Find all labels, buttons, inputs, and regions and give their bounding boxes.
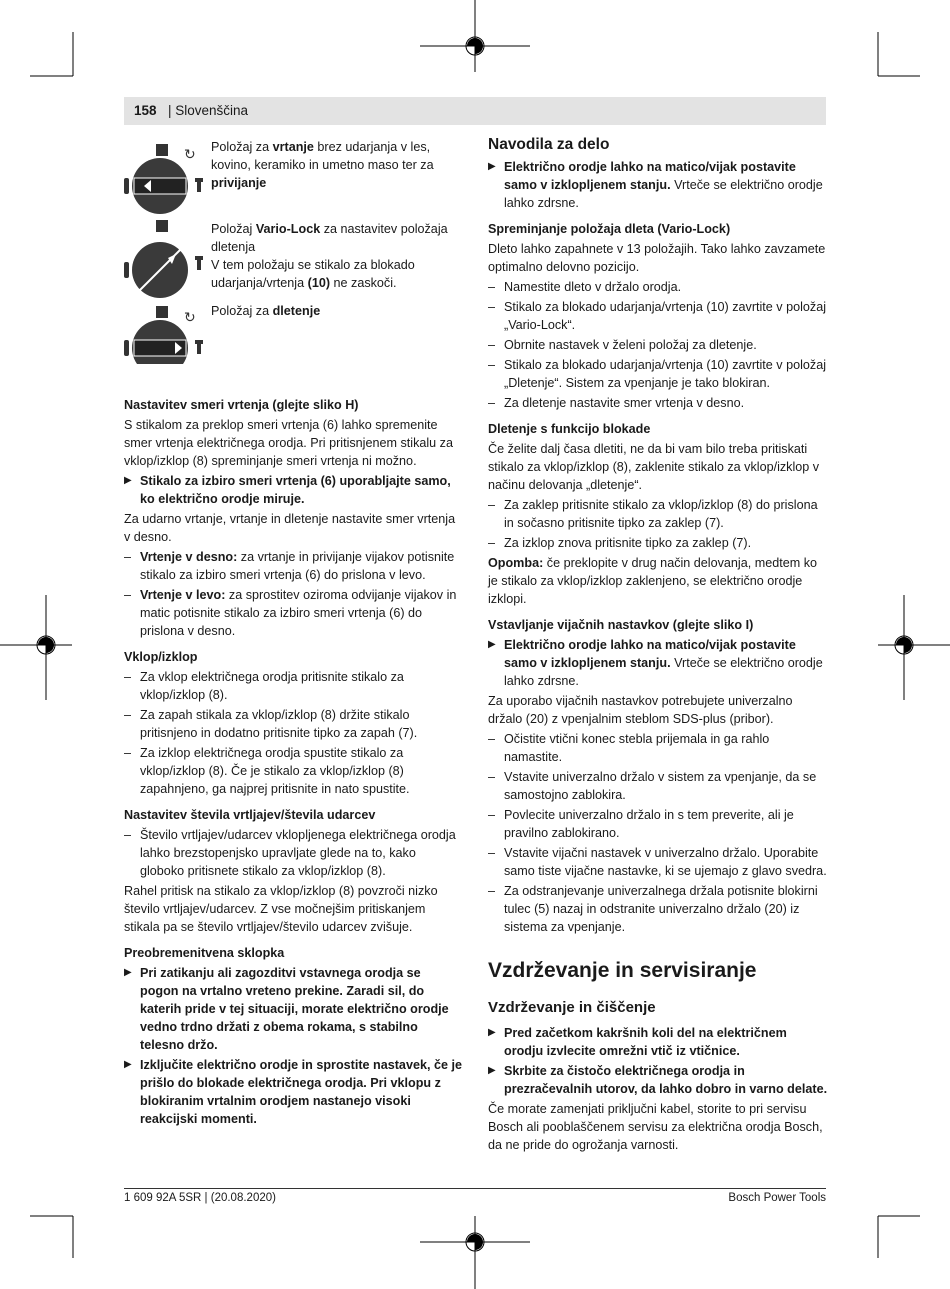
- list-item: – Za izklop znova pritisnite tipko za zaklep (7).: [488, 534, 828, 552]
- text-bold: Vrtenje v levo:: [140, 588, 226, 602]
- warning-item: ▶ Izključite električno orodje in sprostite nastavek, če je prišlo do blokade električnega orodja. Pri vklopu z blokiranim vrtalnim orodjem nastanejo visoki reakcijski momenti.: [124, 1056, 462, 1128]
- text-bold: Opomba:: [488, 556, 544, 570]
- list-item: – Stikalo za blokado udarjanja/vrtenja (10) zavrtite v položaj „Dletenje“. Sistem za vpenjanje je tako blokiran.: [488, 356, 828, 392]
- text: za nastavitev položaja dletenja: [211, 222, 448, 254]
- list-item: – Za zapah stikala za vklop/izklop (8) držite stikalo pritisnjeno in dodatno pritisnite tipko za zapah (7).: [124, 706, 462, 742]
- text: Položaj za: [211, 304, 273, 318]
- list-item: – Za odstranjevanje univerzalnega držala potisnite blokirni tulec (5) nazaj in odstranite univerzalno držalo (20) iz sistema za vpenjanje.: [488, 882, 828, 936]
- dial-drilling-icon: [124, 144, 203, 214]
- dial-chiseling-icon: [124, 306, 203, 364]
- text-bold: Vrtenje v desno:: [140, 550, 238, 564]
- section-title: Vzdrževanje in čiščenje: [488, 999, 656, 1016]
- section-heading: Spreminjanje položaja dleta (Vario-Lock): [488, 222, 731, 236]
- chapter-title: Vzdrževanje in servisiranje: [488, 959, 757, 982]
- text-bold: Električno orodje lahko na matico/vijak postavite samo v izklopljenem stanju.: [504, 638, 796, 670]
- list-item: – Za izklop električnega orodja spustite stikalo za vklop/izklop (8). Če je stikalo za vklop/izklop (8) zapahnjeno, ga najprej pritisnite in nato spustite.: [124, 744, 462, 798]
- list-item: – Povlecite univerzalno držalo in s tem preverite, ali je pravilno zablokirano.: [488, 806, 828, 842]
- text: brez udarjanja v les, kovino, keramiko in umetno maso ter za: [211, 140, 434, 172]
- paragraph: Rahel pritisk na stikalo za vklop/izklop (8) povzroči nizko število vrtljajev/udarcev. Z vse močnejšim pritiskanjem stikala pa se število vrtljajev/število udarcev zvišuje.: [124, 884, 438, 934]
- text-bold: dletenje: [272, 304, 321, 318]
- list-item: – Vstavite vijačni nastavek v univerzalno držalo. Uporabite samo tiste vijačne nastavke, ki se ujemajo z glavo svedra.: [488, 844, 828, 880]
- list-item: – Namestite dleto v držalo orodja.: [488, 278, 828, 296]
- warning-item: ▶ Stikalo za izbiro smeri vrtenja (6) uporabljajte samo, ko električno orodje miruje.: [124, 472, 462, 508]
- section-heading: Nastavitev smeri vrtenja (glejte sliko H): [124, 398, 359, 412]
- page-header: [124, 97, 826, 125]
- paragraph: [488, 554, 828, 608]
- page-number: 158: [134, 103, 157, 118]
- list-item: [124, 586, 462, 640]
- text-bold: vrtanje: [272, 140, 314, 154]
- warning-item: [488, 636, 828, 690]
- section-heading: Vklop/izklop: [124, 650, 198, 664]
- text-bold: privijanje: [211, 176, 267, 190]
- warning-item: ▶ Pri zatikanju ali zagozditvi vstavnega orodja se pogon na vrtalno vreteno prekine. Zaradi sil, do katerih pride v tej situaciji, morate električno orodje vedno trdno držati z obema rokama, s stabilno telesno držo.: [124, 964, 462, 1054]
- text: če preklopite v drug način delovanja, medtem ko je stikalo za vklop/izklop zaklenjeno, se električno orodje izklopi.: [488, 556, 817, 606]
- footer-brand: Bosch Power Tools: [728, 1192, 826, 1204]
- text: za sprostitev oziroma odvijanje vijakov in matic potisnite stikalo za izbiro smeri vrtenja (6) do prislona v desno.: [140, 588, 457, 638]
- text-bold: Vario-Lock: [255, 222, 321, 236]
- svg-text:↻: ↻: [184, 309, 196, 325]
- list-item: – Vstavite univerzalno držalo v sistem za vpenjanje, da se samostojno zablokira.: [488, 768, 828, 804]
- list-item: – Za dletenje nastavite smer vrtenja v desno.: [488, 394, 828, 412]
- section-heading: Vstavljanje vijačnih nastavkov (glejte sliko I): [488, 618, 754, 632]
- paragraph: Za udarno vrtanje, vrtanje in dletenje nastavite smer vrtenja v desno.: [124, 512, 456, 544]
- paragraph: Če morate zamenjati priključni kabel, storite to pri servisu Bosch ali pooblaščenem servisu za električna orodja Bosch, da ne pride do ogrožanja varnosti.: [488, 1102, 823, 1152]
- paragraph: Če želite dalj časa dletiti, ne da bi vam bilo treba pritiskati stikalo za vklop/izklop (8), zaklenite stikalo za vklop/izklop v načinu delovanja „dletenje“.: [488, 442, 820, 492]
- list-item: – Za zaklep pritisnite stikalo za vklop/izklop (8) do prislona in sočasno pritisnite tipko za zaklep (7).: [488, 496, 828, 532]
- text: ne zaskoči.: [330, 276, 397, 290]
- paragraph: Dleto lahko zapahnete v 13 položajih. Tako lahko zavzamete optimalno delovno pozicijo.: [488, 242, 826, 274]
- left-column: [124, 388, 462, 1130]
- list-item: [124, 548, 462, 584]
- warning-item: ▶ Pred začetkom kakršnih koli del na električnem orodju izvlecite omrežni vtič iz vtičnice.: [488, 1024, 828, 1060]
- list-item: – Obrnite nastavek v želeni položaj za dletenje.: [488, 336, 828, 354]
- list-item: – Očistite vtični konec stebla prijemala in ga rahlo namastite.: [488, 730, 828, 766]
- section-heading: Dletenje s funkcijo blokade: [488, 422, 651, 436]
- language-label: | Slovenščina: [168, 103, 249, 118]
- text: Položaj: [211, 222, 256, 236]
- list-item: – Število vrtljajev/udarcev vklopljenega električnega orodja lahko brezstopenjsko upravljate glede na to, kako globoko pritisnete stikalo za vklop/izklop (8).: [124, 826, 462, 880]
- warning-item: ▶ Skrbite za čistočo električnega orodja in prezračevalnih utorov, da lahko dobro in varno delate.: [488, 1062, 828, 1098]
- svg-text:↻: ↻: [184, 146, 196, 162]
- text: Vrteče se električno orodje lahko zdrsne.: [504, 656, 823, 688]
- text-bold: (10): [307, 276, 331, 290]
- paragraph: S stikalom za preklop smeri vrtenja (6) lahko spremenite smer vrtenja električnega orodja. Pri pritisnjenem stikalu za vklop/izklop (8) spreminjanje smeri vrtenja ni možno.: [124, 418, 453, 468]
- list-item: – Stikalo za blokado udarjanja/vrtenja (10) zavrtite v položaj „Vario-Lock“.: [488, 298, 828, 334]
- mode-dial-illustrations: [124, 134, 210, 364]
- text: V tem položaju se stikalo za blokado udarjanja/vrtenja: [211, 258, 415, 290]
- paragraph: Za uporabo vijačnih nastavkov potrebujete univerzalno držalo (20) z vpenjalnim steblom SDS-plus (pribor).: [488, 694, 793, 726]
- dial-chiseling-text: [211, 302, 463, 320]
- text-bold: Električno orodje lahko na matico/vijak postavite samo v izklopljenem stanju.: [504, 160, 796, 192]
- right-column: [488, 136, 828, 1156]
- list-item: – Za vklop električnega orodja pritisnite stikalo za vklop/izklop (8).: [124, 668, 462, 704]
- footer-rule: [124, 1188, 826, 1189]
- text: Vrteče se električno orodje lahko zdrsne.: [504, 178, 823, 210]
- dial-vario-lock-icon: [124, 220, 203, 298]
- section-title: Navodila za delo: [488, 136, 610, 153]
- section-heading: Preobremenitvena sklopka: [124, 946, 285, 960]
- text: za vrtanje in privijanje vijakov potisnite stikalo za izbiro smeri vrtenja (6) do prislona v levo.: [140, 550, 455, 582]
- text: Položaj za: [211, 140, 273, 154]
- dial-vario-lock-text: [211, 220, 463, 292]
- warning-item: [488, 158, 828, 212]
- section-heading: Nastavitev števila vrtljajev/števila udarcev: [124, 808, 376, 822]
- footer-doc-id: 1 609 92A 5SR | (20.08.2020): [124, 1192, 276, 1204]
- dial-drilling-text: [211, 138, 463, 192]
